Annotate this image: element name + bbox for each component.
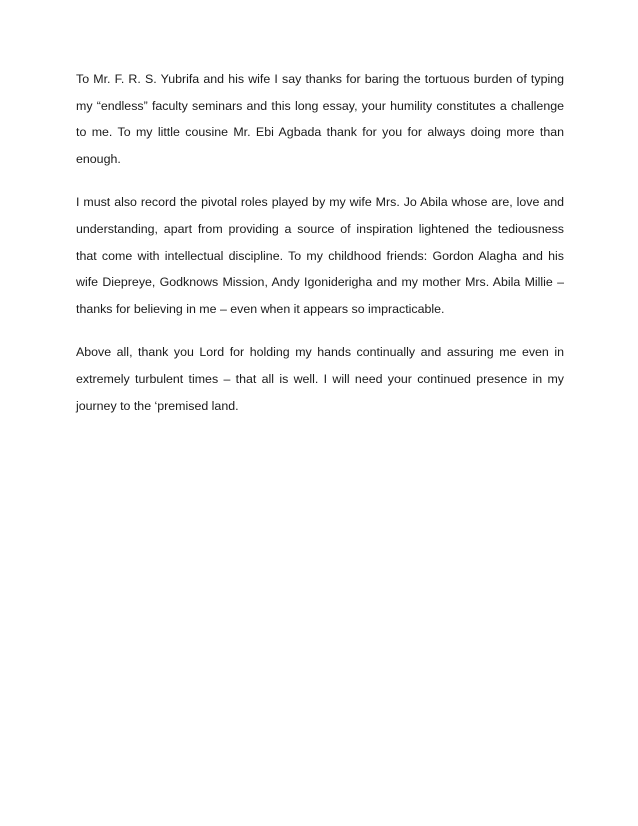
paragraph-acknowledgement-family: I must also record the pivotal roles played by my wife Mrs. Jo Abila whose are, love and understanding, apart from providing a source of inspiration lightened the tediousness that come with intellectual discipline. To my childhood friends: Gordon Alagha and his wife Diepreye, Godknows Mission, Andy Igoniderigha and my mother Mrs. Abila Millie – thanks for believing in me – even when it appears so impracticable. (76, 195, 564, 316)
paragraph-acknowledgement-typing: To Mr. F. R. S. Yubrifa and his wife I say thanks for baring the tortuous burden of typing my “endless” faculty seminars and this long essay, your humility constitutes a challenge to me. To my little cousine Mr. Ebi Agbada thank for you for always doing more than enough. (76, 72, 564, 166)
paragraph-acknowledgement-lord: Above all, thank you Lord for holding my hands continually and assuring me even in extremely turbulent times – that all is well. I will need your continued presence in my journey to the ‘premised land. (76, 345, 564, 413)
document-body (76, 66, 564, 436)
